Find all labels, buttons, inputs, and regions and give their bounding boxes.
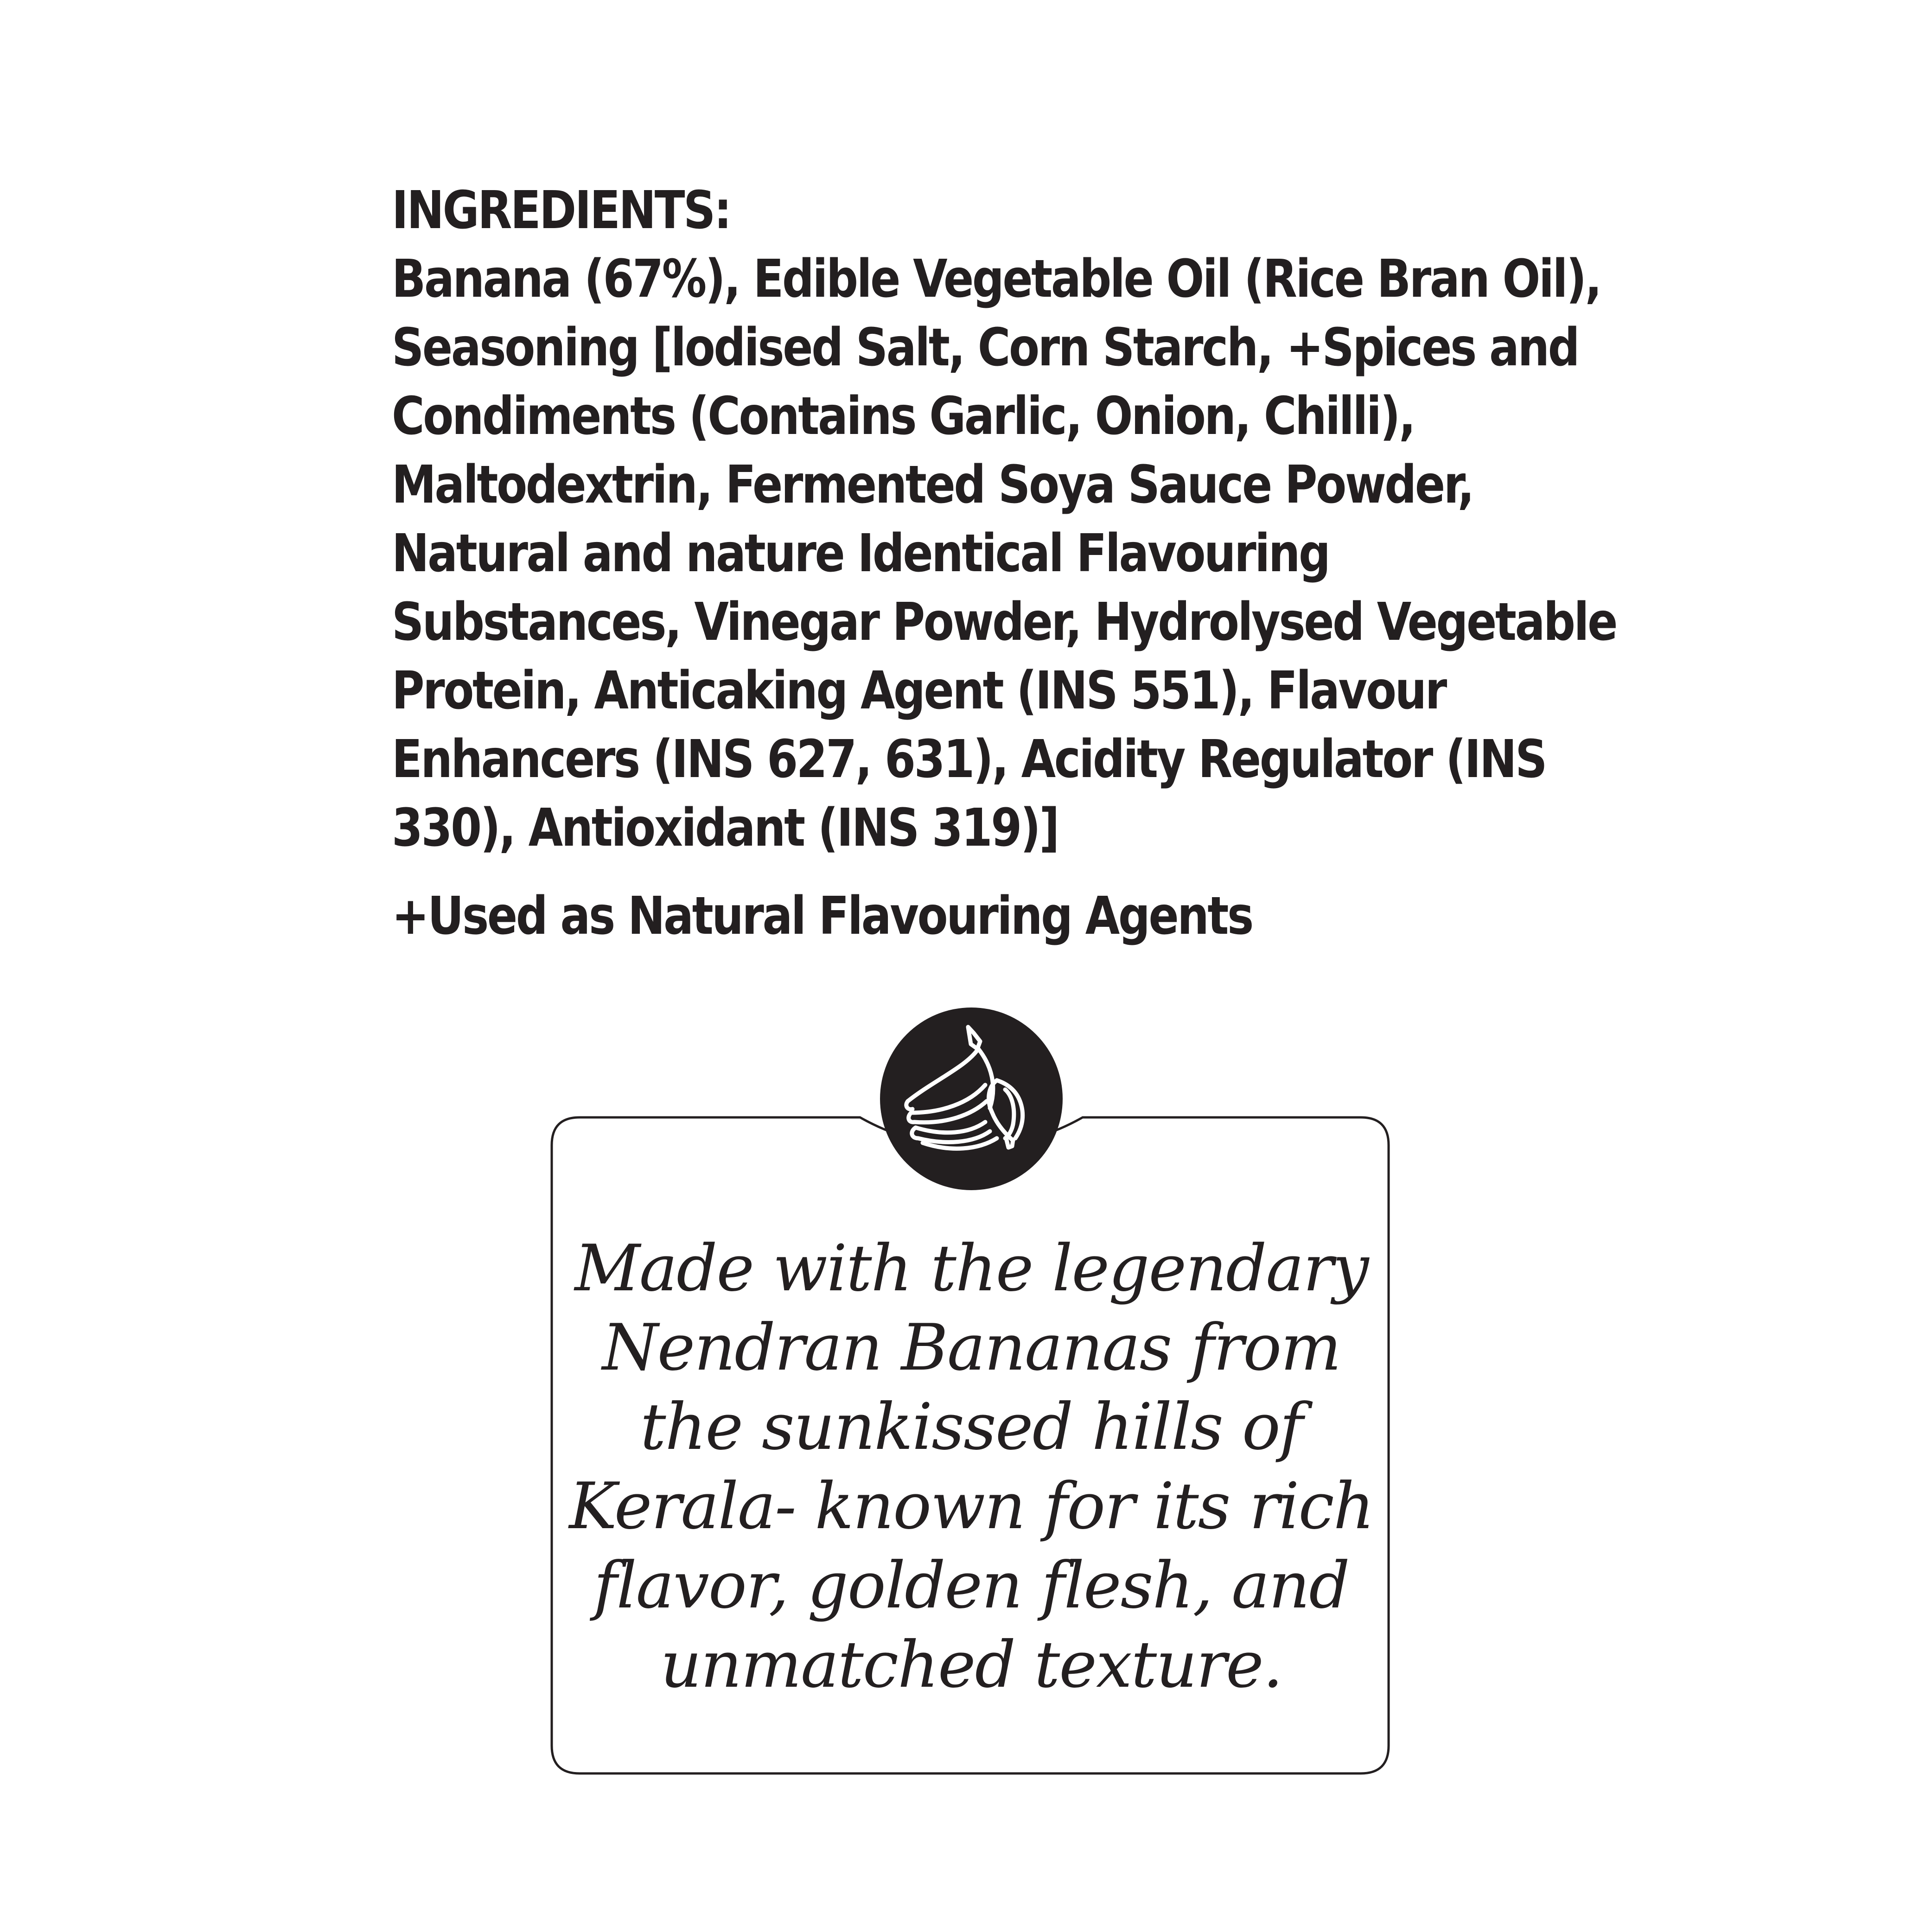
ingredients-line: 330), Antioxidant (INS 319)]	[392, 798, 1058, 858]
ingredients-line: Enhancers (INS 627, 631), Acidity Regulator (INS	[392, 729, 1546, 790]
ingredients-line: Maltodextrin, Fermented Soya Sauce Powder,	[392, 455, 1473, 515]
card-text-line: unmatched texture.	[660, 1627, 1282, 1702]
ingredients-line: Substances, Vinegar Powder, Hydrolysed Vegetable	[392, 592, 1617, 652]
card-text-line: flavor, golden flesh, and	[593, 1548, 1349, 1623]
ingredients-line: Protein, Anticaking Agent (INS 551), Flavour	[392, 661, 1446, 721]
ingredients-line: Condiments (Contains Garlic, Onion, Chilli),	[392, 386, 1415, 446]
ingredients-footnote: +Used as Natural Flavouring Agents	[392, 886, 1252, 946]
card-text-line: the sunkissed hills of	[640, 1390, 1302, 1464]
card-description	[552, 1229, 1391, 1704]
card-text-line: Kerala- known for its rich	[569, 1469, 1374, 1543]
ingredients-heading: INGREDIENTS:	[392, 180, 730, 241]
card-text-line: Made with the legendary	[574, 1231, 1368, 1306]
ingredients-line: Banana (67%), Edible Vegetable Oil (Rice Bran Oil),	[392, 249, 1600, 309]
ingredients-line: Natural and nature Identical Flavouring	[392, 523, 1329, 584]
ingredients-line: Seasoning [lodised Salt, Corn Starch, +Spices and	[392, 318, 1579, 378]
card-text-line: Nendran Bananas from	[602, 1310, 1341, 1385]
